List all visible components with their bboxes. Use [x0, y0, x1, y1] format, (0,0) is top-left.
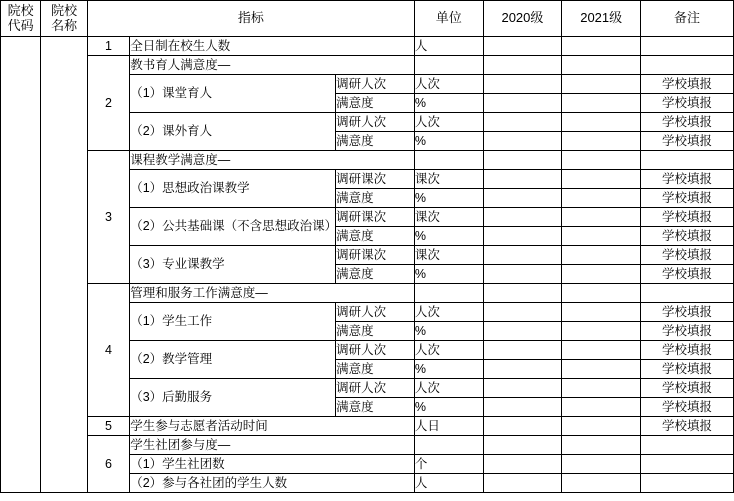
- remark-cell[interactable]: [641, 151, 734, 170]
- value-2021[interactable]: [562, 379, 641, 398]
- remark-cell: 学校填报: [641, 417, 734, 436]
- value-2020[interactable]: [483, 436, 562, 455]
- remark-cell[interactable]: [641, 455, 734, 474]
- unit-cell: %: [414, 322, 483, 341]
- item-label: （2）课外育人: [130, 113, 336, 151]
- table-row: [1, 284, 734, 303]
- value-2020[interactable]: [483, 265, 562, 284]
- remark-cell: 学校填报: [641, 75, 734, 94]
- unit-cell: 人次: [414, 113, 483, 132]
- remark-cell[interactable]: [641, 56, 734, 75]
- indicator-label: 全日制在校生人数: [130, 37, 415, 56]
- sub-label: 调研人次: [336, 113, 415, 132]
- value-2020[interactable]: [483, 322, 562, 341]
- item-label: （3）专业课教学: [130, 246, 336, 284]
- sub-label: 满意度: [336, 227, 415, 246]
- value-2021[interactable]: [562, 56, 641, 75]
- sub-label: 满意度: [336, 94, 415, 113]
- value-2020[interactable]: [483, 246, 562, 265]
- remark-cell: 学校填报: [641, 265, 734, 284]
- cell-school-code-value[interactable]: [1, 37, 41, 493]
- header-year-2021: 2021级: [562, 1, 641, 37]
- unit-cell: %: [414, 360, 483, 379]
- sub-label: 满意度: [336, 189, 415, 208]
- header-remark: 备注: [641, 1, 734, 37]
- unit-cell: 人次: [414, 75, 483, 94]
- header-indicator: 指标: [87, 1, 414, 37]
- value-2020[interactable]: [483, 37, 562, 56]
- value-2020[interactable]: [483, 341, 562, 360]
- unit-cell: [414, 284, 483, 303]
- unit-cell: %: [414, 398, 483, 417]
- value-2021[interactable]: [562, 170, 641, 189]
- value-2021[interactable]: [562, 113, 641, 132]
- value-2021[interactable]: [562, 417, 641, 436]
- value-2020[interactable]: [483, 113, 562, 132]
- sub-label: 调研人次: [336, 303, 415, 322]
- group-label: 管理和服务工作满意度—: [130, 284, 415, 303]
- sub-label: 满意度: [336, 132, 415, 151]
- cell-school-name-value[interactable]: [41, 37, 87, 493]
- group-label: 教书育人满意度—: [130, 56, 415, 75]
- remark-cell: 学校填报: [641, 341, 734, 360]
- remark-cell[interactable]: [641, 436, 734, 455]
- unit-cell: %: [414, 265, 483, 284]
- value-2021[interactable]: [562, 474, 641, 493]
- remark-cell: 学校填报: [641, 189, 734, 208]
- remark-cell: 学校填报: [641, 113, 734, 132]
- value-2021[interactable]: [562, 341, 641, 360]
- value-2021[interactable]: [562, 322, 641, 341]
- sub-label: 满意度: [336, 398, 415, 417]
- sub-label: 调研人次: [336, 341, 415, 360]
- value-2021[interactable]: [562, 436, 641, 455]
- item-label: （3）后勤服务: [130, 379, 336, 417]
- value-2020[interactable]: [483, 284, 562, 303]
- value-2021[interactable]: [562, 455, 641, 474]
- table-header-row: [1, 1, 734, 37]
- unit-cell: 人日: [414, 417, 483, 436]
- value-2020[interactable]: [483, 303, 562, 322]
- remark-cell: 学校填报: [641, 360, 734, 379]
- value-2020[interactable]: [483, 132, 562, 151]
- header-school-name-line1: 院校: [51, 2, 78, 18]
- table-row: [1, 56, 734, 75]
- sub-label: 调研课次: [336, 170, 415, 189]
- value-2021[interactable]: [562, 189, 641, 208]
- sub-label: 调研课次: [336, 246, 415, 265]
- item-label: （2）参与各社团的学生人数: [130, 474, 415, 493]
- value-2021[interactable]: [562, 94, 641, 113]
- row-number: 5: [87, 417, 129, 436]
- header-school-code-line1: 院校: [7, 2, 34, 18]
- unit-cell: %: [414, 132, 483, 151]
- item-label: （1）学生社团数: [130, 455, 415, 474]
- value-2021[interactable]: [562, 37, 641, 56]
- table-row: [1, 151, 734, 170]
- value-2020[interactable]: [483, 379, 562, 398]
- sub-label: 调研课次: [336, 208, 415, 227]
- unit-cell: [414, 151, 483, 170]
- row-number: 3: [87, 151, 129, 284]
- sub-label: 满意度: [336, 360, 415, 379]
- value-2020[interactable]: [483, 474, 562, 493]
- value-2021[interactable]: [562, 303, 641, 322]
- value-2020[interactable]: [483, 208, 562, 227]
- remark-cell: 学校填报: [641, 94, 734, 113]
- value-2020[interactable]: [483, 417, 562, 436]
- remark-cell[interactable]: [641, 37, 734, 56]
- row-number: 6: [87, 436, 129, 493]
- item-label: （2）教学管理: [130, 341, 336, 379]
- sub-label: 满意度: [336, 265, 415, 284]
- value-2021[interactable]: [562, 75, 641, 94]
- value-2021[interactable]: [562, 208, 641, 227]
- unit-cell: 个: [414, 455, 483, 474]
- value-2021[interactable]: [562, 227, 641, 246]
- value-2021[interactable]: [562, 360, 641, 379]
- value-2021[interactable]: [562, 265, 641, 284]
- remark-cell[interactable]: [641, 474, 734, 493]
- sub-label: 满意度: [336, 322, 415, 341]
- table-row: [1, 436, 734, 455]
- remark-cell: 学校填报: [641, 246, 734, 265]
- value-2021[interactable]: [562, 132, 641, 151]
- item-label: （1）思想政治课教学: [130, 170, 336, 208]
- indicator-label: 学生参与志愿者活动时间: [130, 417, 415, 436]
- value-2021[interactable]: [562, 246, 641, 265]
- table-row: [1, 417, 734, 436]
- header-school-name-line2: 名称: [51, 17, 78, 33]
- value-2020[interactable]: [483, 227, 562, 246]
- item-label: （2）公共基础课（不含思想政治课）: [130, 208, 336, 246]
- unit-cell: [414, 436, 483, 455]
- value-2021[interactable]: [562, 151, 641, 170]
- unit-cell: 人次: [414, 341, 483, 360]
- group-label: 学生社团参与度—: [130, 436, 415, 455]
- item-label: （1）学生工作: [130, 303, 336, 341]
- header-year-2020: 2020级: [483, 1, 562, 37]
- table-row: [1, 37, 734, 56]
- sub-label: 调研人次: [336, 75, 415, 94]
- remark-cell: 学校填报: [641, 227, 734, 246]
- row-number: 1: [87, 37, 129, 56]
- value-2020[interactable]: [483, 94, 562, 113]
- unit-cell: 人: [414, 37, 483, 56]
- value-2020[interactable]: [483, 455, 562, 474]
- remark-cell: 学校填报: [641, 398, 734, 417]
- value-2020[interactable]: [483, 398, 562, 417]
- value-2021[interactable]: [562, 284, 641, 303]
- unit-cell: 课次: [414, 208, 483, 227]
- unit-cell: %: [414, 94, 483, 113]
- remark-cell: 学校填报: [641, 208, 734, 227]
- remark-cell[interactable]: [641, 284, 734, 303]
- unit-cell: 人次: [414, 303, 483, 322]
- unit-cell: 人: [414, 474, 483, 493]
- value-2020[interactable]: [483, 170, 562, 189]
- value-2020[interactable]: [483, 75, 562, 94]
- unit-cell: 课次: [414, 170, 483, 189]
- row-number: 4: [87, 284, 129, 417]
- unit-cell: [414, 56, 483, 75]
- value-2021[interactable]: [562, 398, 641, 417]
- remark-cell: 学校填报: [641, 322, 734, 341]
- unit-cell: 课次: [414, 246, 483, 265]
- header-school-code-line2: 代码: [7, 17, 34, 33]
- header-unit: 单位: [414, 1, 483, 37]
- unit-cell: %: [414, 227, 483, 246]
- value-2020[interactable]: [483, 360, 562, 379]
- remark-cell: 学校填报: [641, 132, 734, 151]
- row-number: 2: [87, 56, 129, 151]
- remark-cell: 学校填报: [641, 303, 734, 322]
- unit-cell: 人次: [414, 379, 483, 398]
- remark-cell: 学校填报: [641, 170, 734, 189]
- header-school-code: [1, 1, 41, 37]
- remark-cell: 学校填报: [641, 379, 734, 398]
- item-label: （1）课堂育人: [130, 75, 336, 113]
- value-2020[interactable]: [483, 151, 562, 170]
- value-2020[interactable]: [483, 189, 562, 208]
- header-school-name: [41, 1, 87, 37]
- unit-cell: %: [414, 189, 483, 208]
- value-2020[interactable]: [483, 56, 562, 75]
- group-label: 课程教学满意度—: [130, 151, 415, 170]
- sub-label: 调研人次: [336, 379, 415, 398]
